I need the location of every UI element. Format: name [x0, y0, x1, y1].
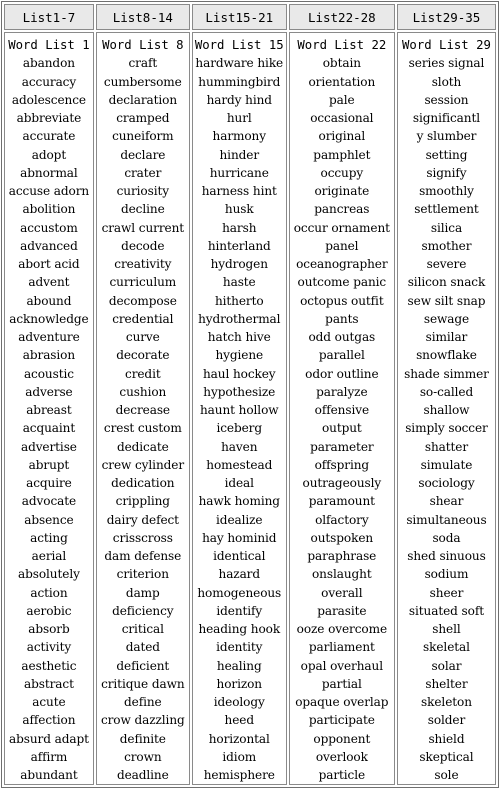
- word-entry: hawk homing: [198, 494, 280, 509]
- word-entry: curve: [125, 330, 160, 344]
- list-title: Word List 1: [8, 38, 90, 52]
- word-entry: participate: [308, 713, 375, 728]
- word-entry: partial: [321, 676, 362, 691]
- word-entry: output: [321, 421, 362, 436]
- word-entry: accustom: [20, 220, 78, 235]
- word-entry: declaration: [108, 92, 178, 107]
- word-entry: opal overhaul: [300, 658, 383, 673]
- word-entry: hardy hind: [206, 92, 272, 107]
- word-entry: y slumber: [416, 129, 477, 144]
- word-entry: abrasion: [22, 348, 76, 363]
- word-entry: overlook: [315, 749, 368, 764]
- word-entry: paralyze: [316, 384, 368, 399]
- word-entry: affirm: [30, 749, 68, 764]
- word-entry: shed sinuous: [407, 549, 486, 563]
- word-entry: hypothesize: [203, 384, 276, 399]
- word-entry: abreast: [26, 403, 72, 417]
- word-entry: shelter: [425, 676, 468, 691]
- word-entry: sewage: [423, 311, 470, 326]
- word-entry: decompose: [108, 293, 177, 308]
- column-header-5: List29-35: [397, 4, 496, 30]
- word-entry: craft: [128, 56, 158, 71]
- word-entry: hay hominid: [202, 530, 277, 545]
- word-entry: identity: [216, 640, 263, 655]
- word-entry: opponent: [313, 731, 371, 746]
- word-entry: outcome panic: [297, 275, 387, 290]
- word-entry: decorate: [116, 348, 170, 363]
- word-entry: simply soccer: [405, 421, 488, 436]
- word-entry: heading hook: [198, 622, 281, 636]
- word-entry: overall: [321, 585, 363, 600]
- word-entry: advertise: [20, 439, 77, 454]
- word-entry: panel: [325, 238, 359, 253]
- word-entry: aesthetic: [21, 658, 77, 673]
- word-entry: crippling: [115, 494, 170, 509]
- list-title: Word List 15: [194, 38, 284, 52]
- word-entry: pants: [325, 311, 359, 326]
- word-entry: damp: [125, 585, 160, 600]
- word-entry: acute: [32, 695, 66, 709]
- word-entry: hinterland: [207, 238, 271, 253]
- word-entry: abort acid: [18, 257, 80, 271]
- word-entry: snowflake: [416, 348, 477, 363]
- word-entry: homogeneous: [197, 585, 282, 600]
- word-entry: ideology: [213, 695, 265, 709]
- word-entry: define: [124, 695, 162, 709]
- word-row: [4, 32, 496, 785]
- word-entry: simulate: [420, 457, 473, 472]
- word-entry: original: [318, 129, 366, 144]
- word-entry: silica: [430, 220, 463, 235]
- word-entry: action: [30, 585, 68, 600]
- word-entry: haven: [221, 439, 258, 454]
- word-entry: shear: [429, 494, 464, 509]
- word-entry: sew silt snap: [407, 293, 486, 308]
- word-entry: absorb: [28, 622, 70, 636]
- word-entry: sole: [434, 768, 459, 782]
- word-entry: aerobic: [26, 603, 72, 618]
- word-entry: outspoken: [310, 530, 374, 545]
- word-entry: abound: [26, 293, 72, 308]
- list-title: Word List 22: [297, 38, 387, 52]
- word-entry: accurate: [22, 129, 76, 144]
- word-entry: occupy: [320, 165, 364, 180]
- word-entry: horizontal: [208, 731, 270, 746]
- word-entry: abolition: [22, 202, 76, 217]
- word-list-3: [193, 36, 286, 784]
- word-entry: pancreas: [314, 202, 370, 217]
- word-entry: hydrothermal: [198, 311, 281, 326]
- word-entry: situated soft: [408, 603, 484, 618]
- word-entry: deadline: [116, 768, 169, 782]
- word-entry: dairy defect: [106, 512, 179, 527]
- word-entry: horizon: [216, 676, 262, 691]
- word-entry: hydrogen: [210, 257, 268, 271]
- word-entry: setting: [425, 147, 468, 162]
- word-entry: particle: [318, 768, 366, 782]
- word-entry: shatter: [424, 439, 469, 454]
- word-entry: cuneiform: [112, 129, 174, 144]
- word-entry: signify: [426, 165, 467, 180]
- word-entry: healing: [216, 658, 262, 673]
- word-entry: adolescence: [11, 92, 86, 107]
- word-entry: affection: [22, 713, 76, 728]
- word-entry: sociology: [418, 476, 475, 490]
- word-entry: skeleton: [421, 695, 472, 709]
- word-list-1: [5, 36, 93, 784]
- word-entry: acting: [30, 530, 68, 545]
- column-header-2: List8-14: [96, 4, 190, 30]
- word-column-2: [96, 32, 190, 785]
- word-entry: octopus outfit: [300, 293, 384, 308]
- column-header-3: List15-21: [192, 4, 287, 30]
- word-entry: series signal: [408, 56, 485, 71]
- word-entry: absence: [24, 512, 74, 527]
- word-entry: ideal: [224, 476, 254, 490]
- column-header-4: List22-28: [289, 4, 395, 30]
- word-entry: parliament: [308, 640, 375, 655]
- word-entry: harmony: [212, 129, 266, 144]
- word-entry: parameter: [310, 439, 374, 454]
- word-entry: abstract: [24, 676, 74, 691]
- word-entry: hazard: [218, 567, 261, 582]
- word-entry: adopt: [31, 147, 67, 162]
- word-entry: crew cylinder: [101, 457, 185, 472]
- word-entry: abrupt: [28, 457, 70, 472]
- column-header-1: List1-7: [4, 4, 94, 30]
- word-entry: crow dazzling: [100, 713, 185, 728]
- word-entry: hemisphere: [203, 768, 275, 782]
- word-entry: shallow: [423, 403, 470, 417]
- word-entry: sloth: [431, 74, 462, 89]
- word-entry: severe: [426, 257, 467, 271]
- word-entry: dated: [125, 640, 160, 655]
- word-entry: decline: [120, 202, 165, 217]
- word-entry: advocate: [21, 494, 77, 509]
- word-entry: simultaneous: [406, 512, 487, 527]
- word-entry: so-called: [419, 384, 474, 399]
- word-entry: parasite: [317, 603, 367, 618]
- word-entry: hitherto: [214, 293, 264, 308]
- word-entry: occur ornament: [293, 220, 390, 235]
- word-entry: session: [424, 92, 469, 107]
- word-entry: abundant: [20, 768, 78, 782]
- word-entry: obtain: [322, 56, 361, 71]
- word-entry: hardware hike: [195, 56, 284, 71]
- word-entry: acoustic: [23, 366, 74, 381]
- word-entry: originate: [314, 184, 370, 198]
- word-entry: acknowledge: [9, 311, 89, 326]
- word-column-5: [397, 32, 496, 785]
- word-entry: iceberg: [216, 421, 263, 436]
- word-entry: absolutely: [18, 567, 80, 582]
- word-entry: oceanographer: [296, 257, 388, 271]
- word-entry: orientation: [308, 74, 376, 89]
- word-entry: adverse: [25, 384, 73, 399]
- list-title: Word List 29: [402, 38, 491, 52]
- word-entry: definite: [119, 731, 166, 746]
- word-entry: cumbersome: [103, 74, 182, 89]
- header-row: [4, 4, 496, 30]
- word-entry: odd outgas: [308, 330, 376, 344]
- word-entry: occasional: [310, 111, 374, 125]
- word-entry: hygiene: [215, 348, 264, 363]
- word-entry: hurricane: [209, 165, 269, 180]
- word-entry: paramount: [308, 494, 375, 509]
- word-entry: onslaught: [312, 567, 372, 582]
- word-entry: credential: [112, 311, 174, 326]
- word-entry: heed: [224, 713, 254, 728]
- word-entry: offensive: [314, 403, 369, 417]
- word-entry: dedication: [111, 476, 175, 490]
- word-entry: advanced: [20, 238, 78, 253]
- word-entry: solar: [431, 658, 462, 673]
- word-entry: credit: [125, 366, 161, 381]
- word-entry: haul hockey: [202, 366, 276, 381]
- word-entry: decrease: [115, 403, 170, 417]
- word-entry: acquire: [26, 476, 72, 490]
- word-list-4: [290, 36, 394, 784]
- word-entry: accuracy: [21, 74, 77, 89]
- word-entry: crest custom: [103, 421, 182, 436]
- word-entry: outrageously: [302, 476, 382, 490]
- word-entry: skeptical: [419, 749, 474, 764]
- word-column-1: [4, 32, 94, 785]
- word-entry: idealize: [216, 512, 263, 527]
- word-entry: soda: [432, 530, 461, 545]
- word-entry: adventure: [18, 330, 80, 344]
- word-entry: crown: [124, 749, 162, 764]
- word-entry: abnormal: [20, 165, 78, 180]
- word-entry: absurd adapt: [8, 731, 89, 746]
- word-entry: shield: [428, 731, 465, 746]
- word-entry: haste: [222, 275, 256, 290]
- word-list-5: [398, 36, 495, 784]
- word-entry: curriculum: [109, 275, 177, 290]
- word-entry: dam defense: [104, 549, 182, 563]
- word-entry: identify: [216, 603, 263, 618]
- word-entry: opaque overlap: [295, 695, 389, 709]
- word-entry: accuse adorn: [8, 184, 90, 198]
- word-entry: crisscross: [112, 530, 173, 545]
- word-entry: sodium: [424, 567, 469, 582]
- word-entry: dedicate: [116, 439, 169, 454]
- word-entry: smoothly: [419, 184, 474, 198]
- word-entry: cramped: [116, 111, 170, 125]
- word-entry: declare: [120, 147, 166, 162]
- word-entry: skeletal: [423, 640, 470, 655]
- word-list-2: [97, 36, 189, 784]
- word-entry: silicon snack: [407, 275, 486, 290]
- word-entry: husk: [224, 202, 254, 217]
- word-entry: deficiency: [112, 603, 174, 618]
- word-entry: harsh: [222, 220, 257, 235]
- word-entry: criterion: [116, 567, 169, 582]
- word-entry: advent: [28, 275, 70, 290]
- word-entry: shell: [432, 622, 461, 636]
- word-entry: pale: [329, 92, 355, 107]
- word-entry: aerial: [31, 549, 67, 563]
- word-entry: haunt hollow: [199, 403, 279, 417]
- word-entry: deficient: [116, 658, 170, 673]
- word-entry: hummingbird: [198, 74, 281, 89]
- word-entry: idiom: [222, 749, 257, 764]
- word-entry: crater: [124, 165, 162, 180]
- word-column-4: [289, 32, 395, 785]
- word-entry: hurl: [226, 111, 252, 125]
- word-column-3: [192, 32, 287, 785]
- word-entry: similar: [425, 330, 468, 344]
- word-entry: abandon: [22, 56, 75, 71]
- word-entry: identical: [213, 549, 266, 563]
- word-entry: acquaint: [22, 421, 76, 436]
- word-entry: critical: [121, 622, 164, 636]
- word-entry: sheer: [429, 585, 464, 600]
- word-list-table: [1, 1, 499, 788]
- word-entry: parallel: [318, 348, 365, 363]
- word-entry: creativity: [114, 257, 172, 271]
- word-entry: odor outline: [305, 366, 379, 381]
- word-entry: smother: [421, 238, 472, 253]
- word-entry: ooze overcome: [296, 622, 388, 636]
- word-entry: solder: [427, 713, 466, 728]
- word-entry: decode: [121, 238, 165, 253]
- word-entry: curiosity: [116, 184, 169, 198]
- word-entry: hinder: [219, 147, 260, 162]
- word-entry: cushion: [119, 384, 167, 399]
- word-entry: settlement: [414, 202, 479, 217]
- word-entry: homestead: [206, 457, 273, 472]
- word-entry: offspring: [314, 457, 370, 472]
- word-entry: activity: [26, 640, 72, 655]
- word-entry: harness hint: [201, 184, 277, 198]
- word-entry: shade simmer: [404, 366, 489, 381]
- word-entry: critique dawn: [101, 676, 185, 691]
- word-entry: crawl current: [101, 220, 185, 235]
- word-entry: hatch hive: [207, 330, 271, 344]
- word-entry: paraphrase: [307, 549, 377, 563]
- word-entry: olfactory: [315, 512, 369, 527]
- word-entry: significantl: [412, 111, 481, 125]
- list-title: Word List 8: [102, 38, 184, 52]
- word-entry: abbreviate: [16, 111, 82, 125]
- word-entry: pamphlet: [313, 147, 371, 162]
